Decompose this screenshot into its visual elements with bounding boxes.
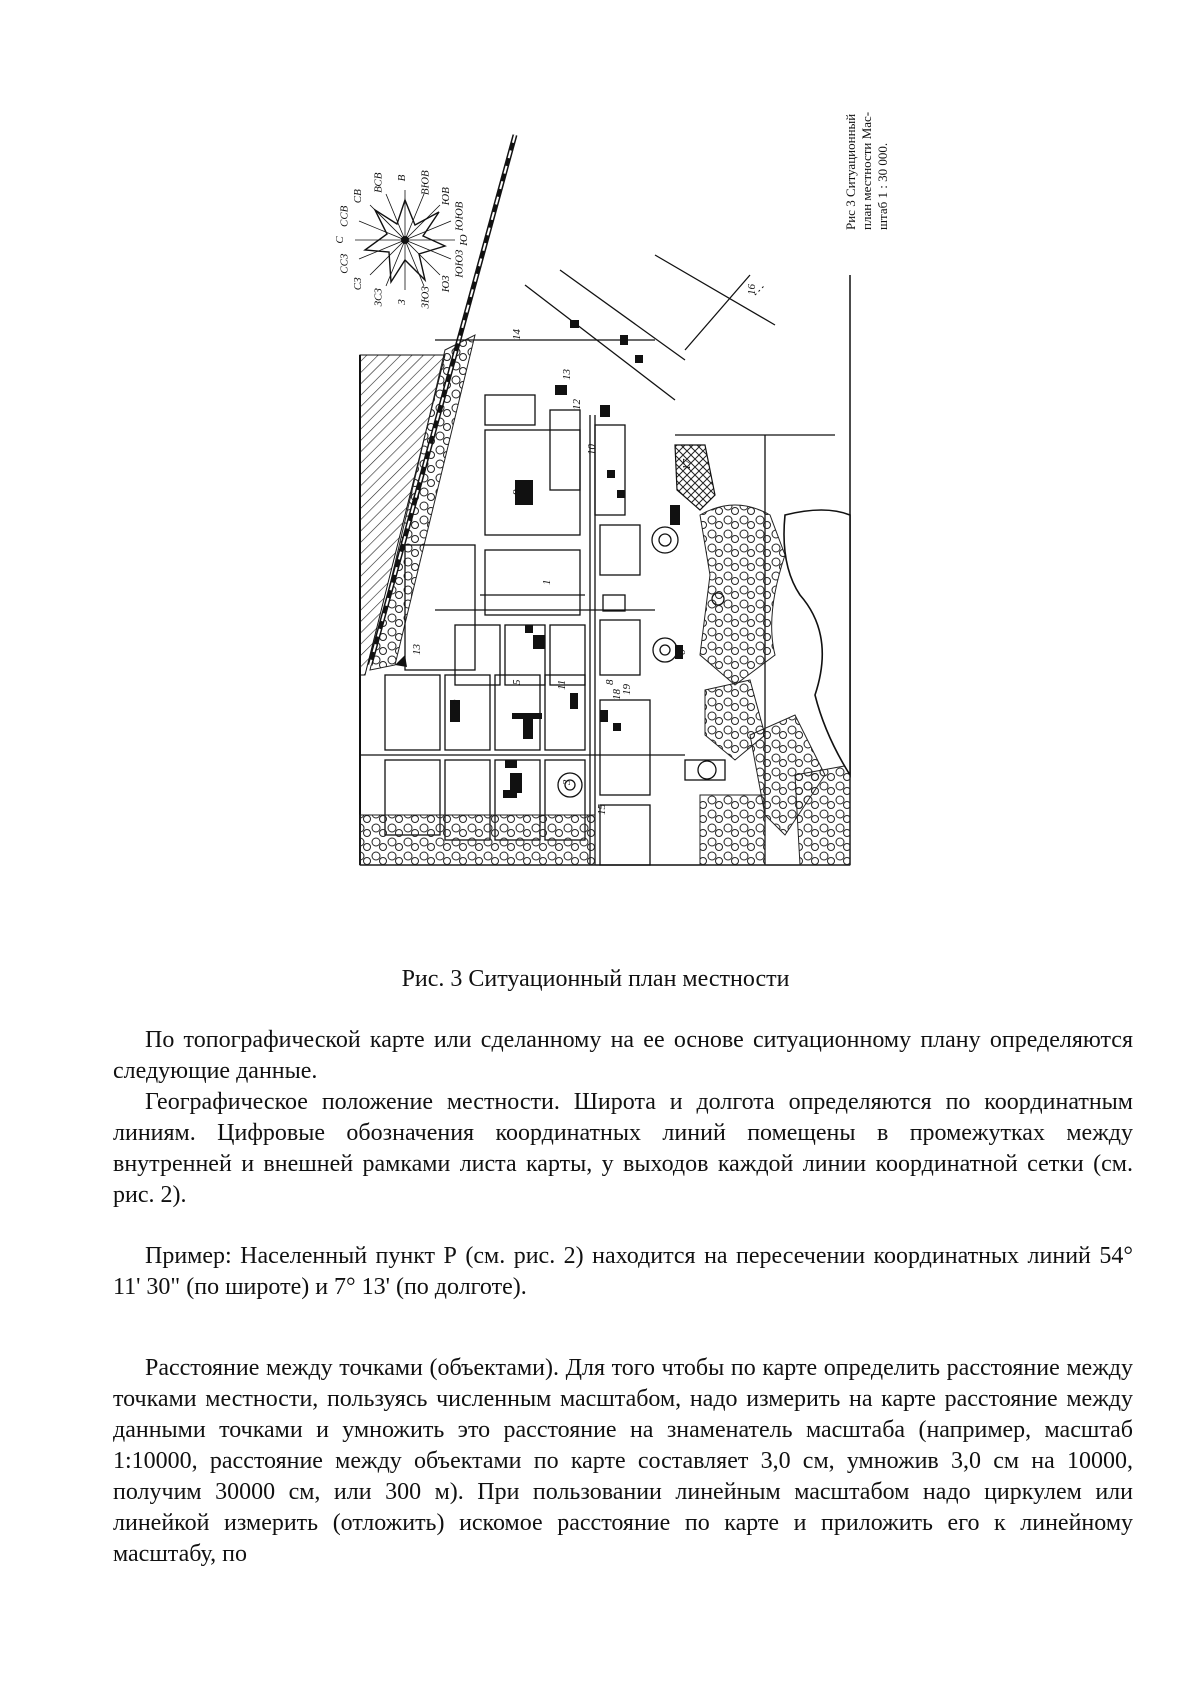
block-number: 2 <box>451 699 463 705</box>
paragraph-intro <box>113 1025 1133 1087</box>
compass-label: ЮВ <box>439 187 452 206</box>
block-number: 13 <box>561 369 573 380</box>
situational-plan-map <box>334 95 915 955</box>
paragraph-geographic-position-text: Географическое положение местности. Широта и долгота определяются по координатным линиям. Цифровые обозначения координатных линий помещены в промежутках между внутренней и внешней рамками листа карты, у выходов каждой линии координатной сетки (см. рис. 2). <box>113 1089 1133 1208</box>
compass-label: Ю <box>458 234 470 246</box>
compass-label: ССВ <box>338 205 351 228</box>
block-number: 6 <box>676 649 688 655</box>
paragraph-distance-text: Расстояние между точками (объектами). Для того чтобы по карте определить расстояние между точками местности, пользуясь численным масштабом, надо измерить на карте расстояние между данными точками и умножить это расстояние на знаменатель масштаба (например, масштаб 1:10000, расстояние между объектами по карте составляет 3,0 см, умножив 3,0 см на 10000, получим 30000 см, или 300 м). При пользовании линейным масштабом надо циркулем или линейкой измерить (отложить) искомое расстояние по карте и приложить его к линейному масштабу, по <box>113 1355 1133 1567</box>
side-caption-line-2: план местности Мас- <box>859 111 874 230</box>
paragraph-geographic-position <box>113 1087 1133 1211</box>
paragraph-example-text: Пример: Населенный пункт Р (см. рис. 2) находится на пересечении координатных линий 54° 11' 30" (по широте) и 7° 13' (по долготе). <box>113 1243 1133 1300</box>
compass-label: ЮЗ <box>439 275 452 293</box>
compass-label: ССЗ <box>338 253 351 274</box>
compass-label: З <box>396 299 408 305</box>
block-17 <box>675 445 715 510</box>
compass-label: ВЮВ <box>419 170 432 196</box>
block-number: 5 <box>511 679 523 685</box>
compass-label: В <box>396 174 408 182</box>
paragraph-distance <box>113 1353 1133 1570</box>
block-number: 9 <box>511 489 523 495</box>
block-number: 1 <box>541 579 553 585</box>
block-number: 10 <box>586 444 598 455</box>
compass-label: ЮЮЗ <box>453 249 466 278</box>
compass-label: СЗ <box>352 277 365 291</box>
figure-caption: Рис. 3 Ситуационный план местности <box>401 966 790 992</box>
side-caption-line-1: Рис 3 Ситуационный <box>843 113 858 230</box>
compass-label: ВСВ <box>372 172 385 193</box>
block-number: 8 <box>604 679 616 685</box>
block-number: 12 <box>571 399 583 410</box>
block-number: 3 <box>561 779 573 785</box>
block-number: 19 <box>621 684 633 695</box>
block-number: 13 <box>411 644 423 655</box>
compass-label: С <box>334 236 346 244</box>
block-number: 16 <box>746 284 758 295</box>
paragraph-intro-text: По топографической карте или сделанному на ее основе ситуационному плану определяются следующие данные. <box>113 1027 1133 1084</box>
block-number: 15 <box>596 804 608 815</box>
compass-label: ЗЮЗ <box>419 286 432 309</box>
compass-label: ЗСЗ <box>372 288 385 307</box>
side-caption-line-3: штаб 1 : 30 000. <box>875 142 890 230</box>
block-number: 17 <box>681 459 693 470</box>
block-number: 18 <box>611 689 623 700</box>
block-number: 14 <box>511 329 523 340</box>
plazas <box>558 527 725 797</box>
side-caption <box>843 112 890 230</box>
block-number: 11 <box>556 679 568 690</box>
compass-label: ЮЮВ <box>453 201 466 232</box>
compass-label: СВ <box>352 189 365 204</box>
paragraph-example <box>113 1241 1133 1303</box>
